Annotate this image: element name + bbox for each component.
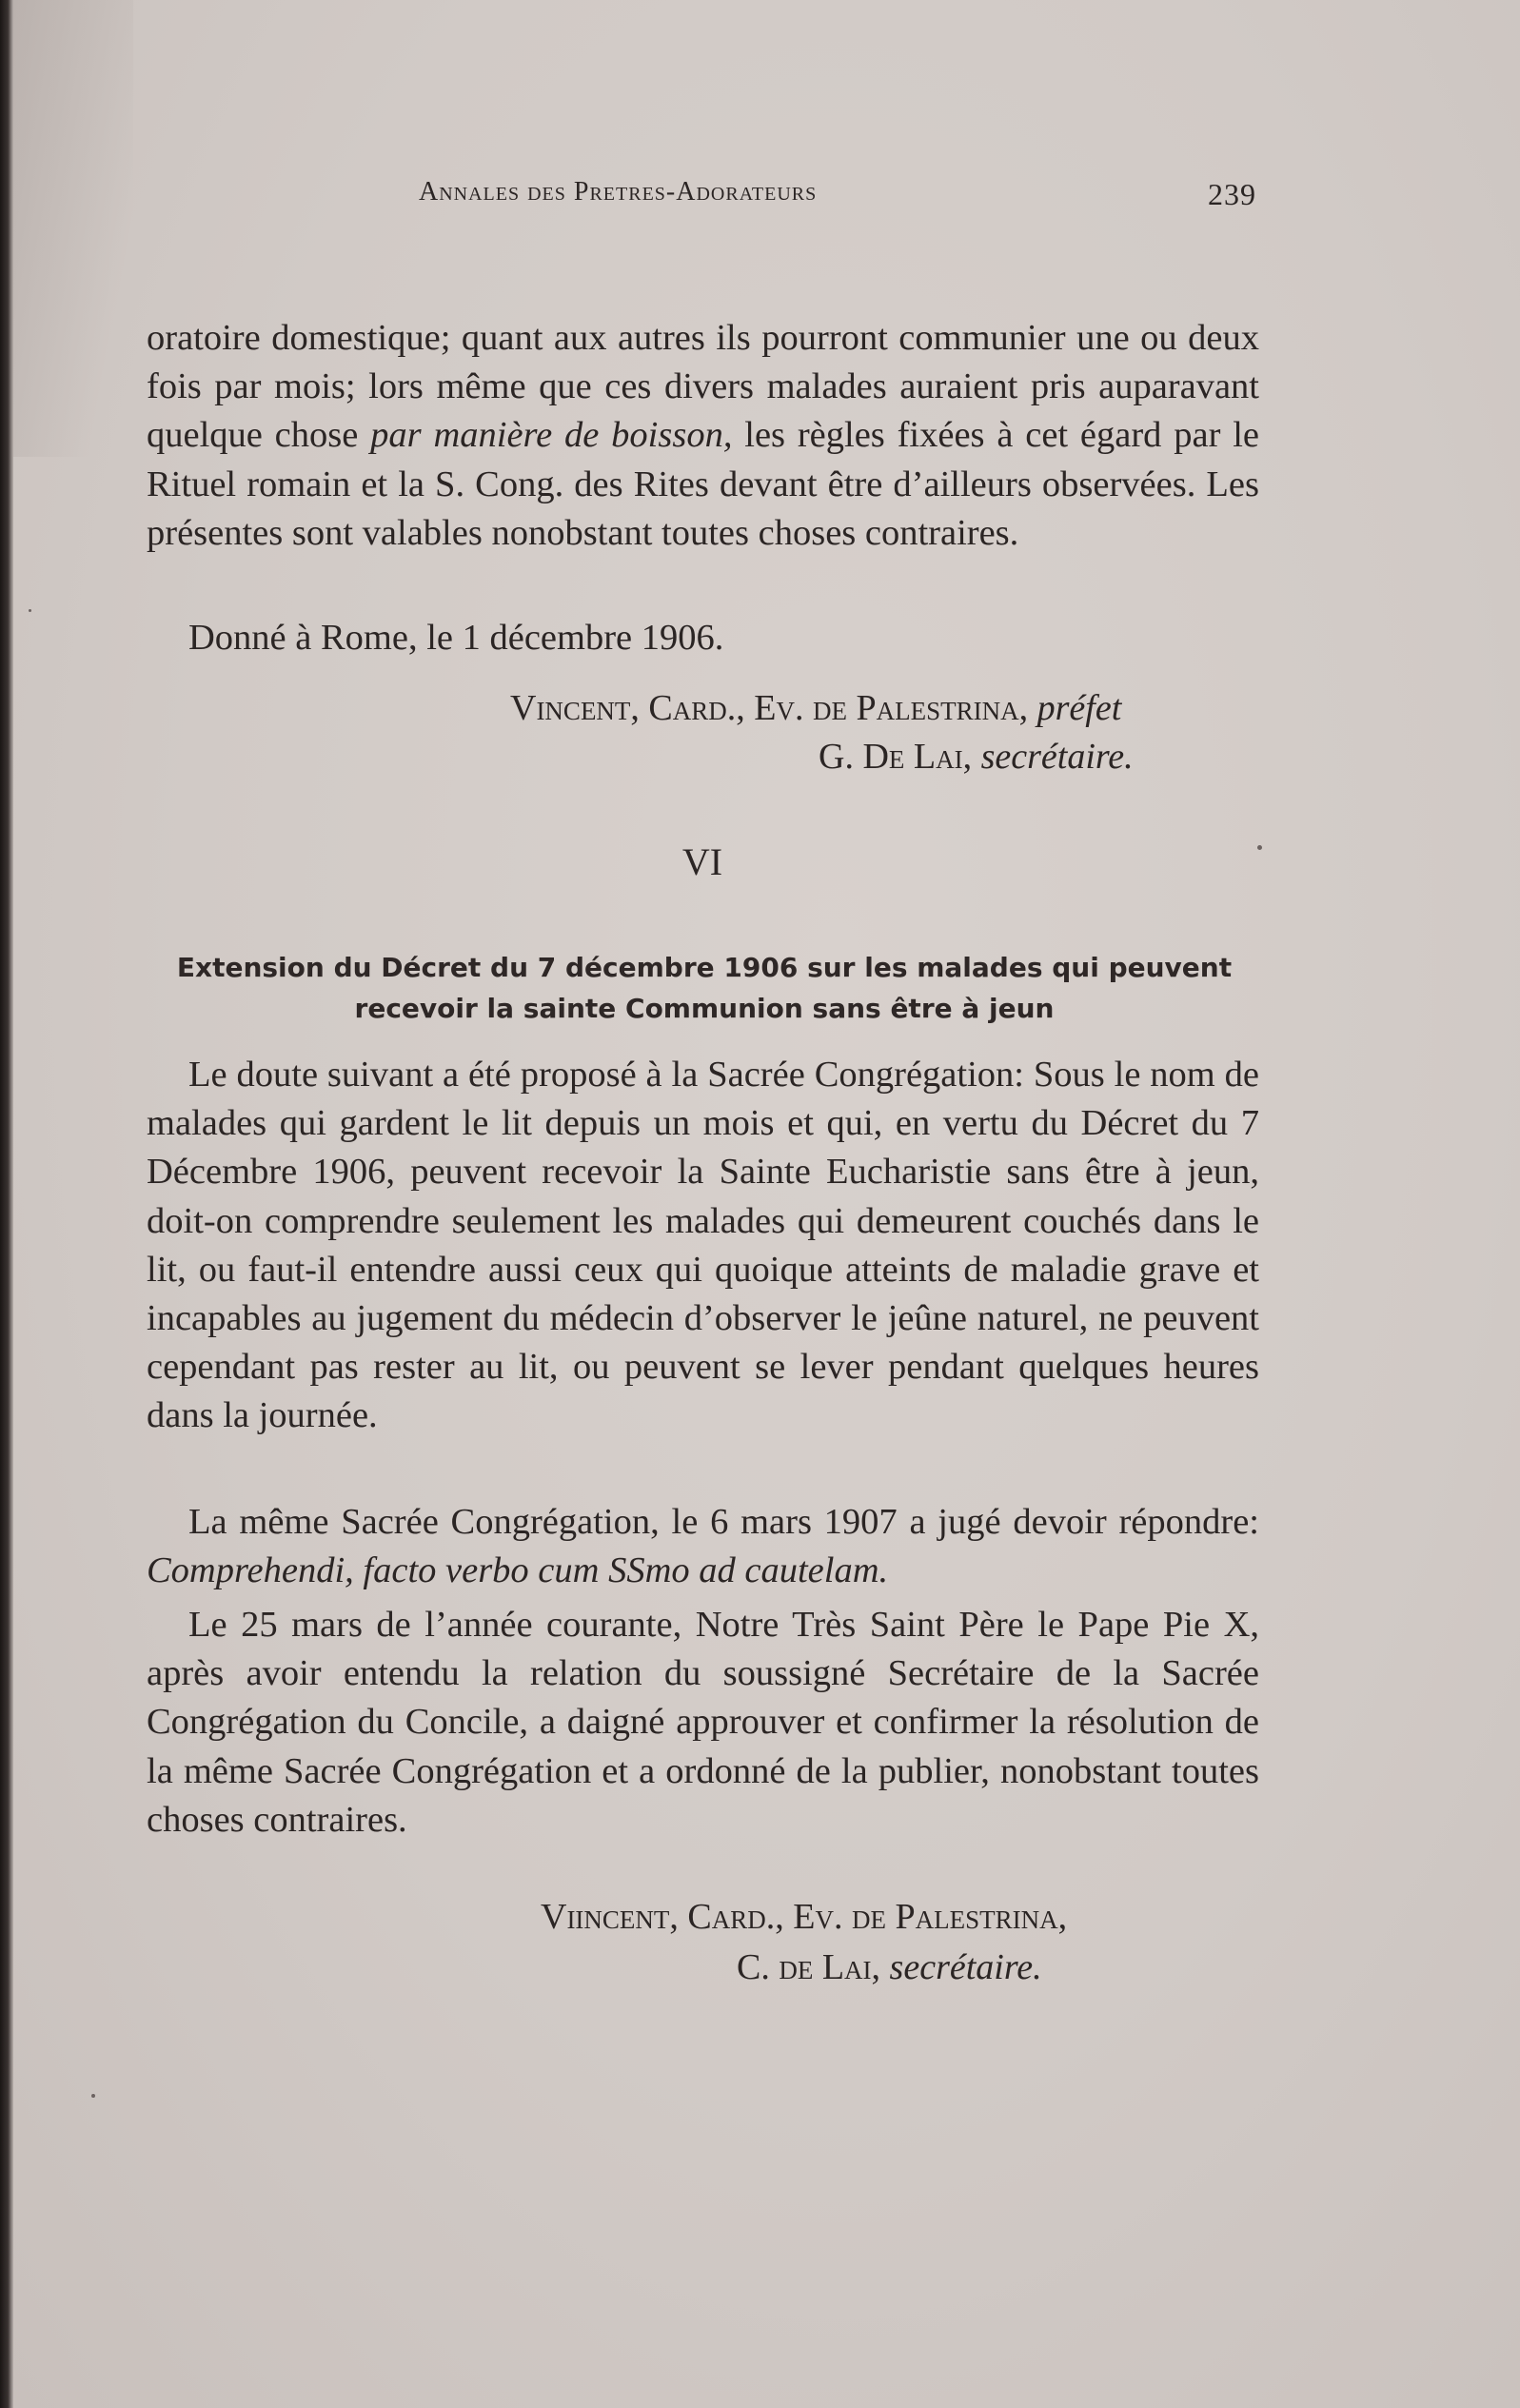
- section-heading: Extension du Décret du 7 décembre 1906 sur les malades qui peuvent recevoir la sainte Communion sans être à jeun: [176, 952, 1233, 1024]
- page-fold-shadow: [0, 0, 133, 457]
- signature-2-line1: Viincent, Card., Ev. de Palestrina,: [541, 1897, 1068, 1937]
- page-number: 239: [1208, 177, 1256, 211]
- paragraph-response: La même Sacrée Congrégation, le 6 mars 1907 a jugé devoir répondre: Comprehendi, facto verbo cum SSmo ad cautelam.: [147, 1502, 1259, 1591]
- paragraph-continuation: oratoire domestique; quant aux autres ils pourront communier une ou deux fois par mois; lors même que ces divers malades auraient pris auparavant quelque chose par manière de boisson, les règles fixées à cet égard par le Rituel romain et la S. Cong. des Rites devant être d’ailleurs observées. Les présentes sont valables nonobstant toutes choses contraires.: [147, 318, 1259, 553]
- signature-2-line2: C. de Lai, secrétaire.: [737, 1947, 1042, 1987]
- paragraph-date: Donné à Rome, le 1 décembre 1906.: [188, 618, 724, 658]
- book-spine: [0, 0, 13, 2408]
- signature-1-line2: G. De Lai, secrétaire.: [819, 737, 1134, 777]
- paper-speck: [91, 2094, 95, 2098]
- paper-speck: [29, 609, 31, 612]
- running-title: Annales des Pretres-Adorateurs: [419, 177, 818, 207]
- paper-speck: [1257, 845, 1262, 850]
- paragraph-question: Le doute suivant a été proposé à la Sacrée Congrégation: Sous le nom de malades qui gardent le lit depuis un mois et qui, en vertu du Décret du 7 Décembre 1906, peuvent recevoir la Sainte Eucharistie sans être à jeun, doit-on comprendre seulement les malades qui demeurent couchés dans le lit, ou faut-il entendre aussi ceux qui quoique atteints de maladie grave et incapables au jugement du médecin d’observer le jeûne naturel, ne peuvent cependant pas rester au lit, ou peuvent se lever pendant quelques heures dans la journée.: [147, 1055, 1259, 1436]
- paragraph-approval: Le 25 mars de l’année courante, Notre Très Saint Père le Pape Pie X, après avoir entendu la relation du soussigné Secrétaire de la Sacrée Congrégation du Concile, a daigné approuver et confirmer la résolution de la même Sacrée Congrégation et a ordonné de la publier, nonobstant toutes choses contraires.: [147, 1605, 1259, 1840]
- signature-1-line1: Vincent, Card., Ev. de Palestrina, préfet: [510, 688, 1122, 728]
- section-numeral: VI: [681, 840, 723, 883]
- running-header: [419, 177, 1256, 215]
